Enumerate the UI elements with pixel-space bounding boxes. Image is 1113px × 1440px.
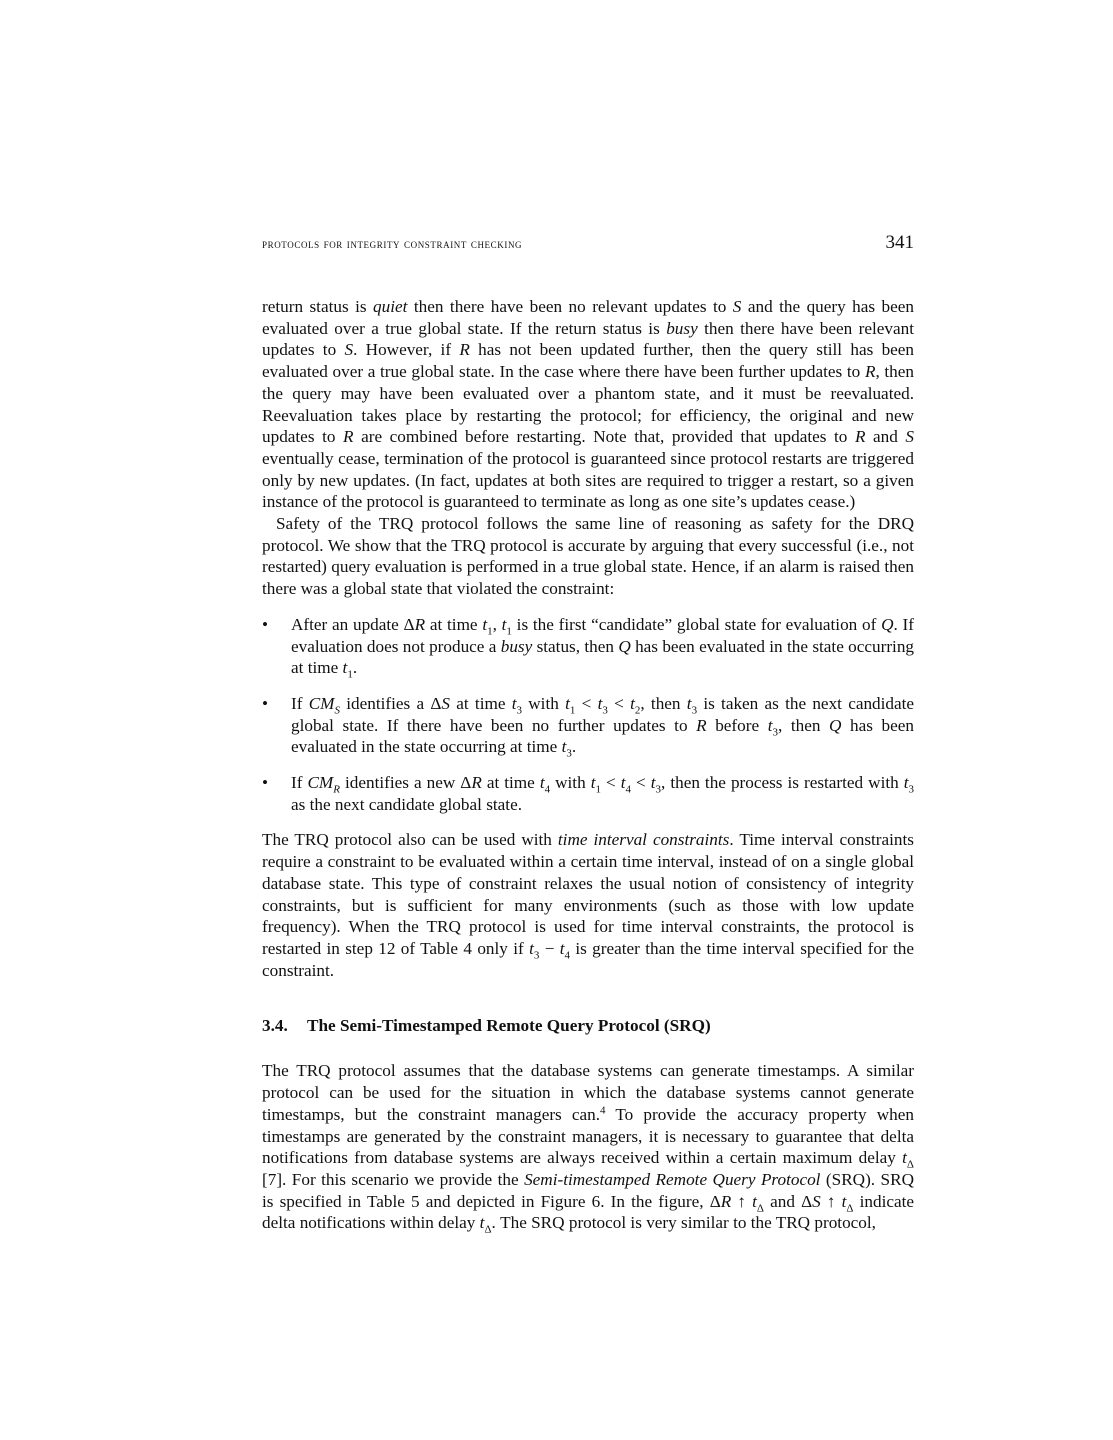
page bbox=[262, 232, 914, 1234]
bullet-item: • If $CM_R$ identifies a new ΔR at time $t_4$ with $t_1 < t_4 < t_3$, then the process is restarted with $t_3$ as the next candidate global state. bbox=[262, 773, 915, 814]
section-title: The Semi-Timestamped Remote Query Protocol (SRQ) bbox=[307, 1016, 711, 1036]
bullet-item: • If $CM_S$ identifies a ΔS at time $t_3$ with $t_1 < t_3 < t_2$, then $t_3$ is taken as the next candidate global state. If there have been no further updates to R before $t_3$, then Q has been evaluated in the state occurring at time $t_3$. bbox=[262, 693, 915, 760]
bullet-list bbox=[262, 614, 914, 816]
bullet-icon: • bbox=[262, 614, 269, 634]
section-heading bbox=[262, 1016, 914, 1036]
paragraph-safety: Safety of the TRQ protocol follows the same line of reasoning as safety for the DRQ protocol. We show that the TRQ protocol is accurate by arguing that every successful (i.e., not restarted) query evaluation is performed in a true global state. Hence, if an alarm is raised then there was a global state that violated the constraint: bbox=[262, 514, 914, 599]
bullet-icon: • bbox=[262, 773, 269, 793]
paragraph-return-status: return status is quiet then there have been no relevant updates to S and the query has been evaluated over a true global state. If the return status is busy then there have been relevant updates to S. However, if R has not been updated further, then the query still has been evaluated over a true global state. In the case where there have been further updates to R, then the query may have been evaluated over a phantom state, and it must be reevaluated. Reevaluation takes place by restarting the protocol; for efficiency, the original and new updates to R are combined before restarting. Note that, provided that updates to R and S eventually cease, termination of the protocol is guaranteed since protocol restarts are triggered only by new updates. (In fact, updates at both sites are required to trigger a restart, so a given instance of the protocol is guaranteed to terminate as long as one site’s updates cease.) bbox=[262, 297, 915, 512]
bullet-item: • After an update ΔR at time $t_1$, $t_1$ is the first “candidate” global state for evaluation of Q. If evaluation does not produce a busy status, then Q has been evaluated in the state occurring at time $t_1$. bbox=[262, 614, 915, 681]
running-title: protocols for integrity constraint checking bbox=[262, 236, 523, 251]
paragraph-srq: The TRQ protocol assumes that the database systems can generate timestamps. A similar protocol can be used for the situation in which the database systems cannot generate timestamps, but the constraint managers can.$^4$ To provide the accuracy property when timestamps are generated by the constraint managers, it is necessary to guarantee that delta notifications from database systems are always received within a certain maximum delay $t_\Delta$ [7]. For this scenario we provide the Semi-timestamped Remote Query Protocol (SRQ). SRQ is specified in Table 5 and depicted in Figure 6. In the figure, ΔR ↑ $t_\Delta$ and ΔS ↑ $t_\Delta$ indicate delta notifications within delay $t_\Delta$. The SRQ protocol is very similar to the TRQ protocol, bbox=[262, 1061, 915, 1236]
running-head bbox=[262, 232, 914, 262]
page-number: 341 bbox=[885, 232, 914, 253]
bullet-icon: • bbox=[262, 693, 269, 713]
section-number: 3.4. bbox=[262, 1016, 288, 1036]
paragraph-time-interval: The TRQ protocol also can be used with time interval constraints. Time interval constraints require a constraint to be evaluated within a certain time interval, instead of on a single global database state. This type of constraint relaxes the usual notion of consistency of integrity constraints, but is sufficient for many environments (such as those with low update frequency). When the TRQ protocol is used for time interval constraints, the protocol is restarted in step 12 of Table 4 only if $t_3 - t_4$ is greater than the time interval specified for the constraint. bbox=[262, 830, 914, 980]
